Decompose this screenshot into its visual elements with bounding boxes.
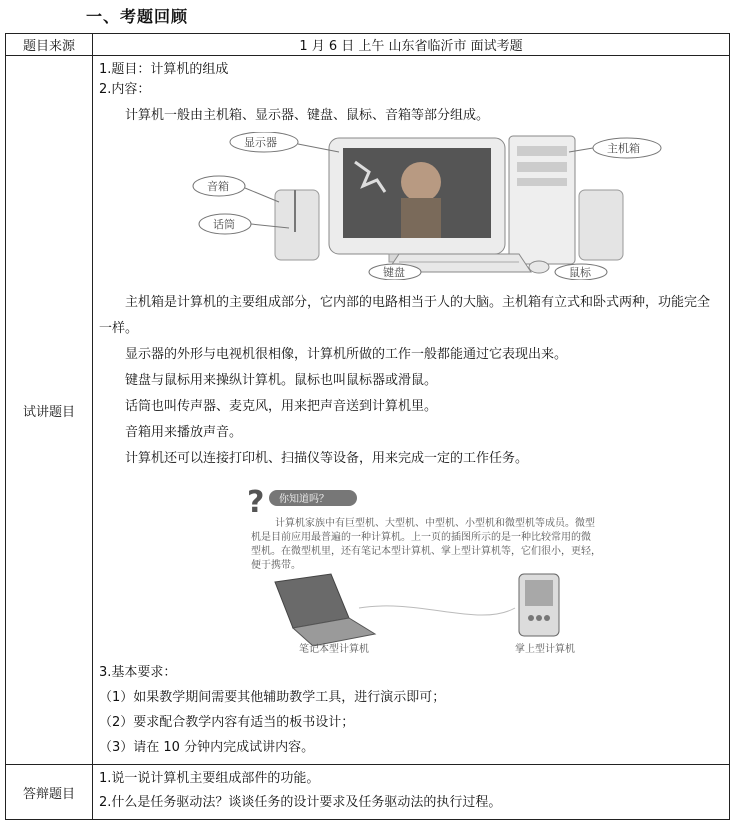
question-mark-icon: ? xyxy=(247,485,265,520)
figure2-text-line-1: 计算机家族中有巨型机、大型机、中型机、小型机和微型机等成员。微型 xyxy=(275,518,595,529)
defense-question-2: 2.什么是任务驱动法？谈谈任务的设计要求及任务驱动法的执行过程。 xyxy=(99,795,502,810)
trial-title: 1.题目：计算机的组成 xyxy=(99,62,229,77)
defense-content-cell xyxy=(93,765,730,820)
source-value: 1 月 6 日 上午 山东省临沂市 面试考题 xyxy=(93,34,730,56)
label-keyboard: 键盘 xyxy=(383,266,405,279)
requirements-label: 3.基本要求： xyxy=(99,665,177,680)
did-you-know-figure xyxy=(99,478,721,654)
paragraph-3: 键盘与鼠标用来操纵计算机。鼠标也叫鼠标器或滑鼠。 xyxy=(125,373,438,388)
defense-question-1: 1.说一说计算机主要组成部件的功能。 xyxy=(99,771,320,786)
paragraph-5: 音箱用来播放声音。 xyxy=(125,425,243,440)
laptop-caption: 笔记本型计算机 xyxy=(299,644,369,654)
paragraph-1: 主机箱是计算机的主要组成部分，它内部的电路相当于人的大脑。主机箱有立式和卧式两种，功能完全一样。 xyxy=(99,295,711,336)
trial-content-cell xyxy=(93,56,730,765)
label-speaker: 音箱 xyxy=(207,180,229,193)
label-monitor: 显示器 xyxy=(244,136,277,149)
paragraph-2: 显示器的外形与电视机很相像，计算机所做的工作一般都能通过它表现出来。 xyxy=(125,347,568,362)
requirement-2: （2）要求配合教学内容有适当的板书设计； xyxy=(99,715,355,730)
source-label: 题目来源 xyxy=(6,34,93,56)
paragraph-6: 计算机还可以连接打印机、扫描仪等设备，用来完成一定的工作任务。 xyxy=(125,451,529,466)
exam-table xyxy=(5,33,730,820)
source-row xyxy=(6,34,730,56)
label-mic: 话筒 xyxy=(213,218,235,231)
trial-label: 试讲题目 xyxy=(6,56,93,765)
requirement-3: （3）请在 10 分钟内完成试讲内容。 xyxy=(99,740,315,755)
computer-parts-figure xyxy=(99,132,721,280)
figure2-text-line-4: 便于携带。 xyxy=(251,560,301,571)
intro-text: 计算机一般由主机箱、显示器、键盘、鼠标、音箱等部分组成。 xyxy=(125,108,490,123)
figure2-text-line-3: 型机。在微型机里，还有笔记本型计算机、掌上型计算机等，它们很小，更轻， xyxy=(251,546,601,557)
requirement-1: （1）如果教学期间需要其他辅助教学工具，进行演示即可； xyxy=(99,690,446,705)
label-mouse: 鼠标 xyxy=(569,266,591,279)
content-label: 2.内容： xyxy=(99,82,151,97)
did-you-know-badge: 你知道吗？ xyxy=(279,494,329,505)
label-host: 主机箱 xyxy=(607,142,640,155)
section-heading: 一、考题回顾 xyxy=(86,7,189,26)
defense-label: 答辩题目 xyxy=(6,765,93,820)
paragraph-4: 话筒也叫传声器、麦克风，用来把声音送到计算机里。 xyxy=(125,399,438,414)
figure2-text-line-2: 机是目前应用最普遍的一种计算机。上一页的插图所示的是一种比较常用的微 xyxy=(251,532,591,543)
defense-row xyxy=(6,765,730,820)
trial-row xyxy=(6,56,730,765)
palm-caption: 掌上型计算机 xyxy=(515,644,575,654)
